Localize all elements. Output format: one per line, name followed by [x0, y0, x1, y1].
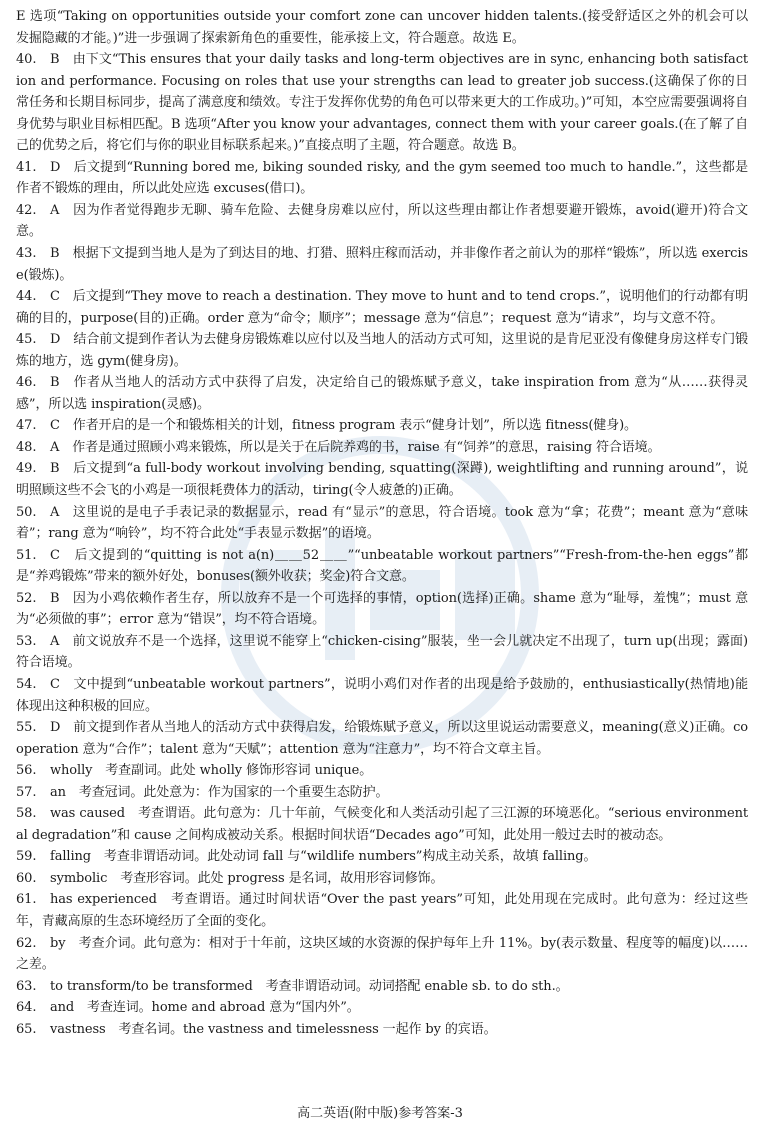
question-number: 60. — [16, 870, 37, 886]
answer-item — [16, 415, 748, 437]
answer-text: B 后文提到“a full-body workout involving bending, squatting(深蹲), weightlifting and running around”，说明照顾这些不会飞的小鸡是一项很耗费体力的活动，tiring(令人疲惫的)正确。 — [16, 461, 748, 499]
answer-item — [16, 1019, 748, 1041]
answer-item — [16, 631, 748, 674]
question-number: 52. — [16, 590, 37, 606]
answer-item — [16, 286, 748, 329]
question-number: 65. — [16, 1021, 37, 1037]
answer-text: was caused 考查谓语。此句意为：几十年前，气候变化和人类活动引起了三江源的环境恶化。“serious environmental degradation”和 cause 之间构成被动关系。根据时间状语“Decades ago”可知，此处用一般过去时的被动态。 — [16, 806, 748, 843]
question-number: 49. — [16, 461, 37, 477]
question-number: 40. — [16, 52, 37, 68]
question-number: 57. — [16, 784, 37, 800]
answer-text: A 前文说放弃不是一个选择，这里说不能穿上“chicken-cising”服装，坐一会儿就决定不出现了，turn up(出现；露面)符合语境。 — [16, 633, 748, 671]
answer-text: D 前文提到作者从当地人的活动方式中获得启发，给锻炼赋予意义，所以这里说运动需要意义，meaning(意义)正确。cooperation 意为“合作”；talent 意为“天赋”；attention 意为“注意力”，均不符合文章主旨。 — [16, 720, 748, 757]
answer-text: C 作者开启的是一个和锻炼相关的计划，fitness program 表示“健身计划”，所以选 fitness(健身)。 — [50, 418, 637, 434]
question-number: 63. — [16, 978, 37, 994]
answer-item — [16, 868, 748, 890]
answer-item — [16, 933, 748, 976]
answer-text: A 这里说的是电子手表记录的数据显示，read 有“显示”的意思，符合语境。took 意为“拿；花费”；meant 意为“意味着”；rang 意为“响铃”，均不符合此处“手表显示数据”的语境。 — [16, 504, 748, 542]
answer-item — [16, 717, 748, 760]
answer-item — [16, 976, 748, 998]
question-number: 55. — [16, 720, 37, 736]
question-number: 44. — [16, 289, 37, 305]
question-number: 56. — [16, 763, 37, 779]
answer-text: A 因为作者觉得跑步无聊、骑车危险、去健身房难以应付，所以这些理由都让作者想要避开锻炼，avoid(避开)符合文意。 — [16, 202, 748, 240]
answer-item — [16, 157, 748, 200]
answer-text: vastness 考查名词。the vastness and timelessness 一起作 by 的宾语。 — [50, 1021, 497, 1037]
answer-text: to transform/to be transformed 考查非谓语动词。动词搭配 enable sb. to do sth.。 — [50, 978, 569, 994]
question-number: 42. — [16, 202, 37, 218]
answer-item — [16, 846, 748, 868]
question-number: 45. — [16, 332, 37, 348]
answer-text: wholly 考查副词。此处 wholly 修饰形容词 unique。 — [50, 763, 373, 779]
answer-text: B 因为小鸡依赖作者生存，所以放弃不是一个可选择的事情，option(选择)正确。shame 意为“耻辱，羞愧”；must 意为“必须做的事”；error 意为“错误”，均不符合语境。 — [16, 590, 748, 628]
answer-item — [16, 760, 748, 782]
question-number: 51. — [16, 547, 37, 563]
answer-item — [16, 49, 748, 157]
question-number: 50. — [16, 504, 37, 520]
answer-text: C 文中提到“unbeatable workout partners”，说明小鸡们对作者的出现是给予鼓励的，enthusiastically(热情地)能体现出这种积极的回应。 — [16, 676, 748, 714]
answer-text: E 选项“Taking on opportunities outside your comfort zone can uncover hidden talents.(接受舒适区之外的机会可以发掘隐藏的才能。)”进一步强调了探索新角色的重要性，能承接上文，符合题意。故选 E。 — [16, 9, 748, 46]
question-number: 48. — [16, 439, 37, 455]
answer-item — [16, 200, 748, 243]
answer-text: D 后文提到“Running bored me, biking sounded risky, and the gym seemed too much to handle.”，这些都是作者不锻炼的理由，所以此处应选 excuses(借口)。 — [16, 159, 748, 197]
question-number: 43. — [16, 246, 37, 262]
page-footer: 高二英语(附中版)参考答案-3 — [297, 1106, 463, 1121]
answer-item — [16, 243, 748, 286]
answer-item — [16, 674, 748, 717]
answer-text: C 后文提到的“quitting is not a(n)＿＿52＿＿”“unbeatable workout partners”“Fresh-from-the-hen eggs”都是“养鸡锻炼”带来的额外好处，bonuses(额外收获；奖金)符合文意。 — [16, 547, 748, 585]
answer-list — [16, 6, 748, 1040]
answer-text: B 由下文“This ensures that your daily tasks and long-term objectives are in sync, enhancing both satisfaction and performance. Focusing on roles that use your strengths can lead to greater job success.(这确保了你的日常任务和长期目标同步，提高了满意度和绩效。专注于发挥你优势的角色可以带来更大的工作成功。)”可知，本空应需要强调将自身优势与职业目标相匹配。B 选项“After you know your advantages, connect them with your career goals.(在了解了自己的优势之后，将它们与你的职业目标联系起来。)”直接点明了主题，符合题意。故选 B。 — [16, 52, 748, 154]
answer-text: by 考查介词。此句意为：相对于十年前，这块区域的水资源的保护每年上升 11%。by(表示数量、程度等的幅度)以……之差。 — [16, 935, 748, 973]
question-number: 47. — [16, 418, 37, 434]
answer-text: an 考查冠词。此处意为：作为国家的一个重要生态防护。 — [50, 784, 389, 800]
answer-text: B 作者从当地人的活动方式中获得了启发，决定给自己的锻炼赋予意义，take inspiration from 意为“从……获得灵感”，所以选 inspiration(灵感)。 — [16, 375, 748, 412]
answer-item — [16, 6, 748, 49]
question-number: 54. — [16, 676, 37, 692]
answer-item — [16, 997, 748, 1019]
answer-text: falling 考查非谓语动词。此处动词 fall 与“wildlife numbers”构成主动关系，故填 falling。 — [50, 849, 597, 865]
answer-text: symbolic 考查形容词。此处 progress 是名词，故用形容词修饰。 — [50, 870, 444, 886]
answer-text: B 根据下文提到当地人是为了到达目的地、打猎、照料庄稼而活动，并非像作者之前认为的那样“锻炼”，所以选 exercise(锻炼)。 — [16, 246, 748, 283]
answer-item — [16, 372, 748, 415]
answer-item — [16, 437, 748, 459]
answer-text: A 作者是通过照顾小鸡来锻炼，所以是关于在后院养鸡的书，raise 有“饲养”的意思，raising 符合语境。 — [50, 439, 661, 455]
question-number: 61. — [16, 892, 37, 908]
answer-text: C 后文提到“They move to reach a destination. They move to hunt and to tend crops.”，说明他们的行动都有明确的目的，purpose(目的)正确。order 意为“命令；顺序”；message 意为“信息”；request 意为“请求”，均与文意不符。 — [16, 289, 748, 326]
question-number: 58. — [16, 806, 37, 822]
answer-item — [16, 782, 748, 804]
question-number: 62. — [16, 935, 37, 951]
question-number: 64. — [16, 1000, 37, 1016]
question-number: 41. — [16, 159, 37, 175]
answer-text: D 结合前文提到作者认为去健身房锻炼难以应付以及当地人的活动方式可知，这里说的是肯尼亚没有像健身房这样专门锻炼的地方，选 gym(健身房)。 — [16, 332, 748, 369]
answer-text: and 考查连词。home and abroad 意为“国内外”。 — [50, 1000, 360, 1016]
question-number: 46. — [16, 375, 37, 391]
answer-item — [16, 458, 748, 501]
question-number: 59. — [16, 849, 37, 865]
answer-item — [16, 502, 748, 545]
answer-text: has experienced 考查谓语。通过时间状语“Over the past years”可知，此处用现在完成时。此句意为：经过这些年，青藏高原的生态环境经历了全面的变化。 — [16, 892, 748, 929]
question-number: 53. — [16, 633, 37, 649]
answer-item — [16, 588, 748, 631]
answer-item — [16, 329, 748, 372]
answer-item — [16, 889, 748, 932]
answer-item — [16, 803, 748, 846]
answer-item — [16, 545, 748, 588]
